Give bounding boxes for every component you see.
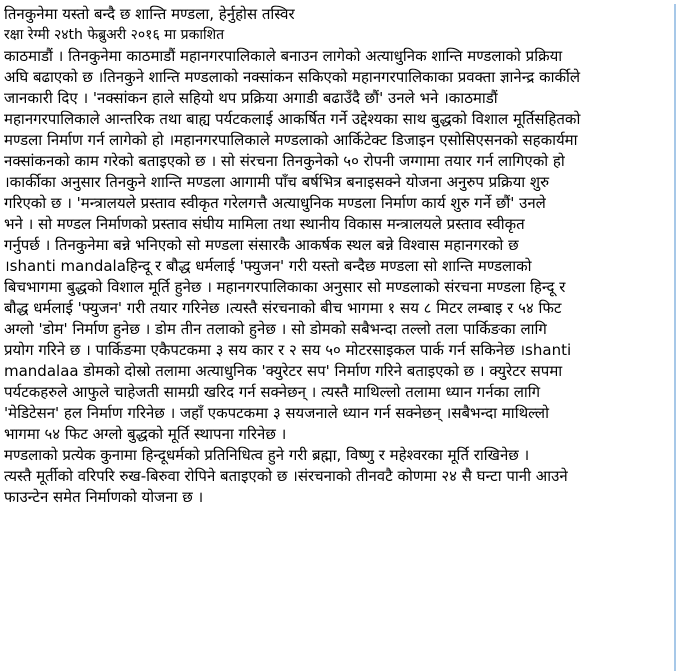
body-line: बौद्ध धर्मलाई 'फ्युजन' गरी तयार गरिनेछ ।त्यस्तै संरचनाको बीच भागमा १ सय ८ मिटर लम्बाइ र ५४ फिट — [4, 299, 562, 317]
body-line: भागमा ५४ फिट अग्लो बुद्धको मूर्ति स्थापना गरिनेछ । — [4, 425, 287, 443]
body-line: जानकारी दिए । 'नक्सांकन हाले सहियो थप प्रक्रिया अगाडी बढाउँदै छौं' उनले भने ।काठमाडौं — [4, 89, 498, 107]
body-line: काठमाडौं । तिनकुनेमा काठमाडौं महानगरपालिकाले बनाउन लागेको अत्याधुनिक शान्ति मण्डलाको प्रक्रिया — [4, 47, 563, 65]
body-line: बिचभागमा बुद्धको विशाल मूर्ति हुनेछ । महानगरपालिकाका अनुसार सो मण्डलाको संरचना मण्डला हिन्दू र — [4, 278, 566, 296]
body-line: अग्लो 'डोम' निर्माण हुनेछ । डोम तीन तलाको हुनेछ । सो डोमको सबैभन्दा तल्लो तला पार्किङका लागि — [4, 320, 547, 338]
body-line: ।shanti mandalaहिन्दू र बौद्ध धर्मलाई 'फ्युजन' गरी यस्तो बन्दैछ मण्डला सो शान्ति मण्डलाको — [4, 257, 532, 275]
body-line: मण्डला निर्माण गर्न लागेको हो ।महानगरपालिकाले मण्डलाको आर्किटेक्ट डिजाइन एसोसिएसनको सहकार्यमा — [4, 131, 578, 149]
body-line: गर्नुपर्छ । तिनकुनेमा बन्ने भनिएको सो मण्डला संसारकै आकर्षक स्थल बन्ने विश्वास महानगरको छ — [4, 236, 519, 254]
body-line: mandalaa डोमको दोस्रो तलामा अत्याधुनिक 'क्युरेटर सप' निर्माण गरिने बताइएको छ । क्युरेटर सपमा — [4, 362, 563, 380]
body-line: नक्सांकनको काम गरेको बताइएको छ । सो संरचना तिनकुनेको ५० रोपनी जग्गामा तयार गर्न लागिएको हो — [4, 152, 565, 170]
body-line: महानगरपालिकाले आन्तरिक तथा बाह्य पर्यटकलाई आकर्षित गर्ने उद्देश्यका साथ बुद्धको विशाल मूर्तिसहितको — [4, 110, 581, 128]
body-line: भने । सो मण्डल निर्माणको प्रस्ताव संघीय मामिला तथा स्थानीय विकास मन्त्रालयले प्रस्ताव स्वीकृत — [4, 215, 525, 233]
article-title: तिनकुनेमा यस्तो बन्दै छ शान्ति मण्डला, हेर्नुहोस तस्विर — [4, 5, 295, 23]
body-line: पर्यटकहरुले आफुले चाहेजती सामग्री खरिद गर्न सक्नेछन् । त्यस्तै माथिल्लो तलामा ध्यान गर्नका लागि — [4, 383, 541, 401]
article-document — [4, 4, 676, 671]
body-line: मण्डलाको प्रत्येक कुनामा हिन्दूधर्मको प्रतिनिधित्व हुने गरी ब्रह्मा, विष्णु र महेश्वरका मूर्ति राखिनेछ । — [4, 446, 530, 464]
body-line: ।कार्कीका अनुसार तिनकुने शान्ति मण्डला आगामी पाँच बर्षभित्र बनाइसक्ने योजना अनुरुप प्रक्रिया शुरु — [4, 173, 550, 191]
body-line: 'मेडिटेसन' हल निर्माण गरिनेछ । जहाँ एकपटकमा ३ सयजनाले ध्यान गर्न सक्नेछन् ।सबैभन्दा माथिल्लो — [4, 404, 549, 422]
body-line: त्यस्तै मूर्तीको वरिपरि रुख-बिरुवा रोपिने बताइएको छ ।संरचनाको तीनवटै कोणमा २४ सै घन्टा पानी आउने — [4, 467, 568, 485]
article-byline: रक्षा रेग्मी २४th फेब्रुअरी २०१६ मा प्रकाशित — [4, 27, 225, 43]
body-line: प्रयोग गरिने छ । पार्किङमा एकैपटकमा ३ सय कार र २ सय ५० मोटरसाइकल पार्क गर्न सकिनेछ ।shanti — [4, 341, 572, 359]
body-line: फाउन्टेन समेत निर्माणको योजना छ । — [4, 488, 204, 506]
body-line: गरिएको छ । 'मन्त्रालयले प्रस्ताव स्वीकृत गरेलगत्तै अत्याधुनिक मण्डला निर्माण कार्य शुरु गर्ने छौं' उनले — [4, 194, 546, 212]
article-body — [4, 46, 674, 508]
body-line: अघि बढाएको छ ।तिनकुने शान्ति मण्डलाको नक्सांकन सकिएको महानगरपालिकाका प्रवक्ता ज्ञानेन्द्र कार्कीले — [4, 68, 581, 86]
